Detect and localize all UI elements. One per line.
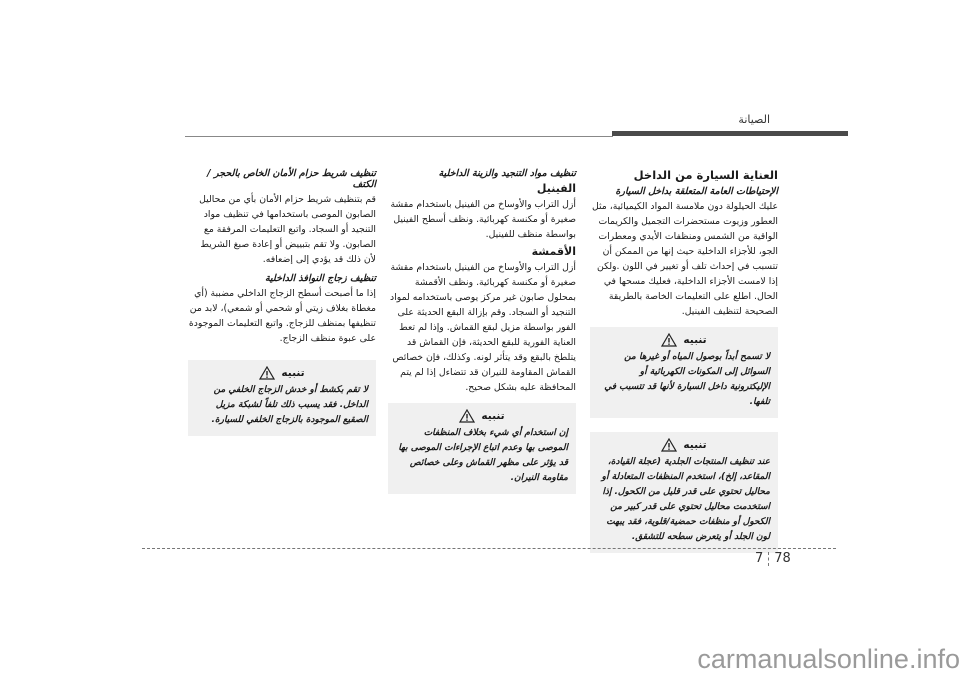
column-right bbox=[590, 168, 778, 553]
caution-header bbox=[598, 438, 770, 452]
caution-body: لا تسمح أبداً بوصول المياه أو غيرها من السوائل إلى المكونات الكهربائية أو الإليكترونية داخل السيارة لأنها قد تتسبب في تلفها. bbox=[604, 352, 770, 407]
caution-header bbox=[196, 366, 368, 380]
header-rule bbox=[185, 136, 613, 137]
section-subtitle-seatbelt: تنظيف شريط حزام الأمان الخاص بالحجر / الكتف bbox=[207, 168, 376, 190]
subsection-body-fabric: أزل التراب والأوساخ من الفينيل باستخدام مقشة صغيرة أو مكنسة كهربائية. ونظف الأقمشة بمحلول صابون غير مركز يوصى باستخدامه لمواد التنجيد أو السجاد. وقم بإزالة البقع الحديثة على الفور بواسطة مزيل لبقع القماش. وإذا لم تعط العناية الفورية للبقع الحديثة، فإن القماش قد يتلطخ بالبقع وقد يتأثر لونه. وكذلك، فإن خصائص القماش المقاومة للنيران قد تتضاءل إذا لم يتم المحافظة عليه بشكل صحيح. bbox=[390, 262, 576, 393]
caution-body: عند تنظيف المنتجات الجلدية (عجلة القيادة، المقاعد، إلخ)، استخدم المنظفات المتعادلة أو محاليل تحتوي على قدر قليل من الكحول. إذا استخدمت محاليل تحتوي على قدر كبير من الكحول أو منظفات حمضية/قلوية، فقد يبهت لون الجلد أو يتعرض سطحه للتشقق. bbox=[601, 457, 770, 542]
footer-rule bbox=[142, 548, 836, 549]
caution-header bbox=[396, 409, 568, 423]
warning-icon bbox=[259, 366, 275, 380]
column-middle bbox=[388, 168, 576, 494]
section-subtitle: الإحتياطات العامة المتعلقة بداخل السيارة bbox=[615, 186, 778, 197]
warning-icon bbox=[661, 438, 677, 452]
subsection-body-vinyl: أزل التراب والأوساخ من الفينيل باستخدام مقشة صغيرة أو مكنسة كهربائية. ونظف أسطح الفينيل بواسطة منظف للفينيل. bbox=[390, 199, 576, 240]
caution-box bbox=[590, 327, 778, 418]
caution-box bbox=[388, 403, 576, 494]
caution-header bbox=[598, 333, 770, 347]
section-title: العناية السيارة من الداخل bbox=[633, 168, 778, 182]
caution-body: إن استخدام أي شيء بخلاف المنظفات الموصى بها وعدم اتباع الإجراءات الموصى بها قد يؤثر على مظهر القماش وعلى خصائص مقاومة النيران. bbox=[398, 428, 568, 483]
caution-title: تنبيه bbox=[683, 334, 707, 346]
caution-title: تنبيه bbox=[281, 367, 305, 379]
page-number bbox=[755, 551, 791, 566]
caution-title: تنبيه bbox=[481, 410, 505, 422]
chapter-number: 7 bbox=[755, 551, 764, 566]
caution-box bbox=[188, 360, 376, 436]
subsection-heading-vinyl: الفينيل bbox=[536, 182, 576, 195]
warning-icon bbox=[661, 333, 677, 347]
section-header-title: الصيانة bbox=[738, 113, 770, 126]
caution-box bbox=[590, 432, 778, 553]
watermark: carmanualsonline.info bbox=[697, 644, 960, 674]
caution-title: تنبيه bbox=[683, 439, 707, 451]
page-number-value: 78 bbox=[774, 551, 791, 566]
section-body-seatbelt: قم بتنظيف شريط حزام الأمان بأي من محاليل الصابون الموصى باستخدامها في تنظيف مواد التنجيد أو السجاد. واتبع التعليمات المرفقة مع الصابون. ولا تقم بتبييض أو إعادة صبغ الشريط لأن ذلك قد يؤدي إلى إضعافه. bbox=[199, 194, 376, 265]
subsection-heading-fabric: الأقمشة bbox=[531, 245, 576, 258]
section-subtitle: تنظيف مواد التنجيد والزينة الداخلية bbox=[438, 168, 576, 179]
section-subtitle-glass: تنظيف زجاج النوافذ الداخلية bbox=[264, 273, 376, 284]
caution-body: لا تقم بكشط أو خدش الزجاج الخلفي من الداخل. فقد يسبب ذلك تلفاً لشبكة مزيل الصقيع الموجودة بالزجاج الخلفي للسيارة. bbox=[211, 385, 368, 425]
header-bar bbox=[612, 131, 848, 136]
page-number-divider bbox=[768, 552, 769, 566]
warning-icon bbox=[459, 409, 475, 423]
column-left bbox=[188, 168, 376, 436]
section-body: عليك الحيلولة دون ملامسة المواد الكيميائية، مثل العطور وزيوت مستحضرات التجميل والكريمات الواقية من الشمس ومنظفات الأيدي ومعطرات الجو، للأجزاء الداخلية حيث إنها من الممكن أن تتسبب في إحداث تلف أو تغيير في اللون .ولكن إذا لامست الأجزاء الداخلية، فعليك مسحها في الحال. اطلع على التعليمات الخاصة بالطريقة الصحيحة لتنظيف الفينيل. bbox=[591, 201, 778, 317]
section-body-glass: إذا ما أصبحت أسطح الزجاج الداخلي مضببة (أي مغطاة بغلاف زيتي أو شحمي أو شمعي)، لابد من تنظيفها بمنظف للزجاج. واتبع التعليمات الموجودة على عبوة منظف الزجاج. bbox=[188, 288, 376, 344]
